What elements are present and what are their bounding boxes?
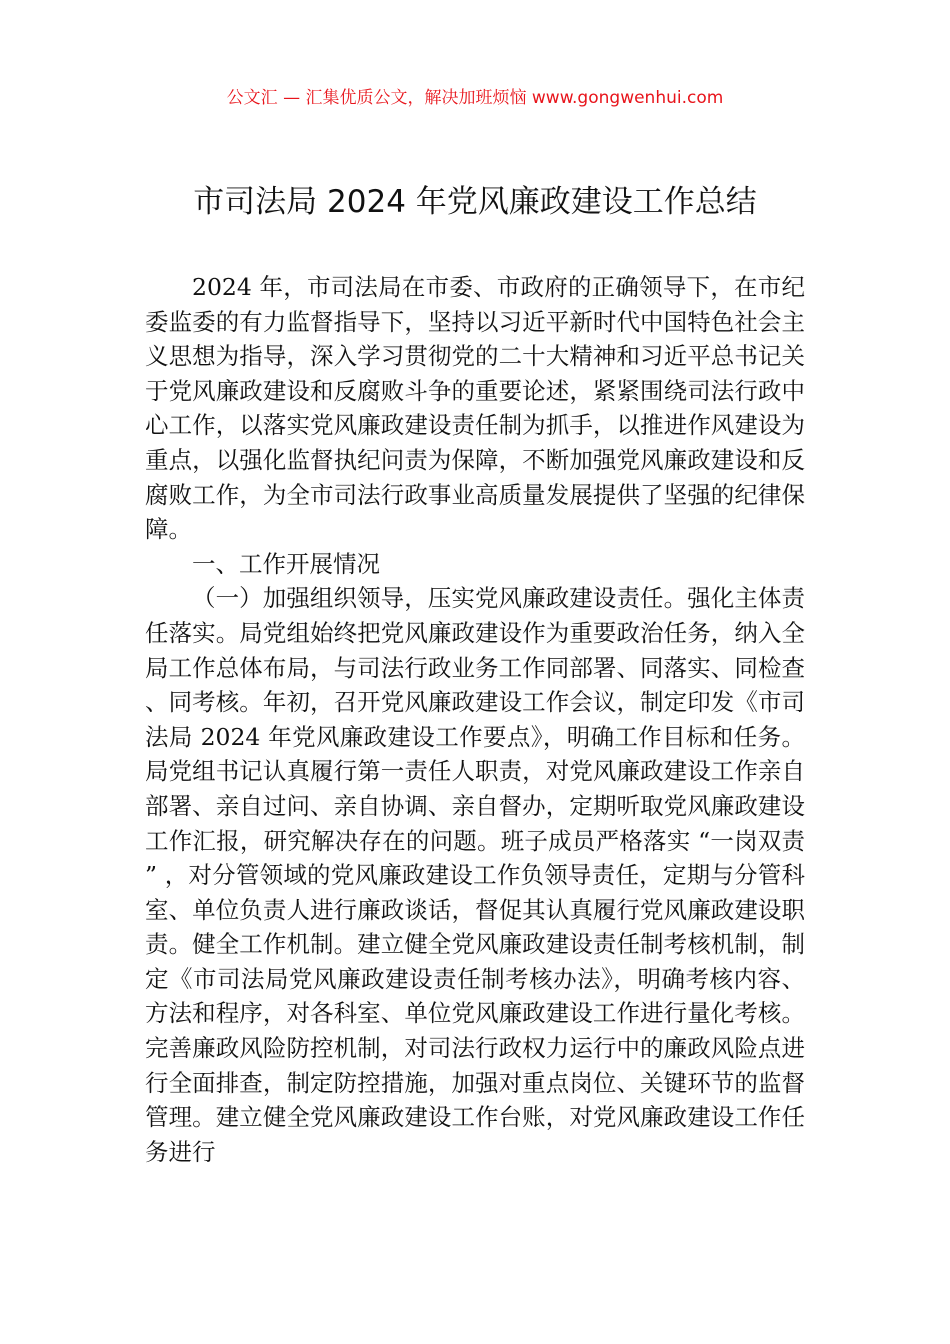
section-heading-1: 一、工作开展情况 xyxy=(192,549,380,578)
paragraph-section-1-1: （一）加强组织领导，压实党风廉政建设责任。强化主体责任落实。局党组始终把党风廉政建设作为重要政治任务，纳入全局工作总体布局，与司法行政业务工作同部署、同落实、同检查、同考核。年初，召开党风廉政建设工作会议，制定印发《市司法局 2024 年党风廉政建设工作要点》，明确工作目标和任务。局党组书记认真履行第一责任人职责，对党风廉政建设工作亲自部署、亲自过问、亲自协调、亲自督办，定期听取党风廉政建设工作汇报，研究解决存在的问题。班子成员严格落实 “一岗双责” ，对分管领域的党风廉政建设工作负领导责任，定期与分管科室、单位负责人进行廉政谈话，督促其认真履行党风廉政建设职责。健全工作机制。建立健全党风廉政建设责任制考核机制，制定《市司法局党风廉政建设责任制考核办法》，明确考核内容、方法和程序，对各科室、单位党风廉政建设工作进行量化考核。完善廉政风险防控机制，对司法行政权力运行中的廉政风险点进行全面排查，制定防控措施，加强对重点岗位、关键环节的监督管理。建立健全党风廉政建设工作台账，对党风廉政建设工作任务进行 xyxy=(145,584,805,1166)
header-banner: 公文汇 — 汇集优质公文，解决加班烦恼 www.gongwenhui.com xyxy=(226,88,724,108)
document-body xyxy=(145,270,805,1169)
paragraph-intro: 2024 年，市司法局在市委、市政府的正确领导下，在市纪委监委的有力监督指导下，坚持以习近平新时代中国特色社会主义思想为指导，深入学习贯彻党的二十大精神和习近平总书记关于党风廉政建设和反腐败斗争的重要论述，紧紧围绕司法行政中心工作，以落实党风廉政建设责任制为抓手，以推进作风建设为重点，以强化监督执纪问责为保障，不断加强党风廉政建设和反腐败工作，为全市司法行政事业高质量发展提供了坚强的纪律保障。 xyxy=(145,273,805,544)
document-title: 市司法局 2024 年党风廉政建设工作总结 xyxy=(193,184,757,220)
